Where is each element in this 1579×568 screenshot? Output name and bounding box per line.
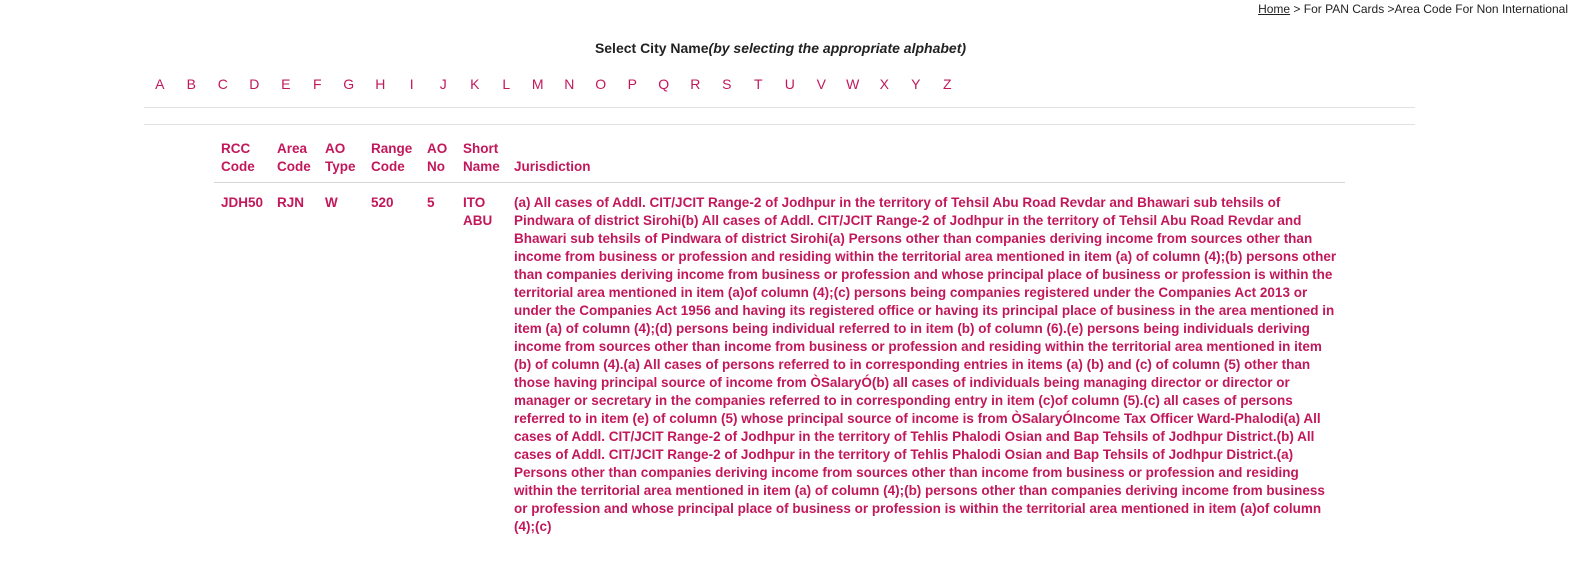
breadcrumb bbox=[1258, 2, 1568, 16]
select-city-title: Select City Name bbox=[594, 40, 709, 56]
alphabet-link-p[interactable]: P bbox=[627, 76, 637, 92]
alphabet-nav bbox=[144, 76, 963, 92]
divider-top bbox=[144, 107, 1415, 108]
alphabet-link-n[interactable]: N bbox=[564, 76, 575, 92]
alphabet-link-x[interactable]: X bbox=[879, 76, 889, 92]
alphabet-link-b[interactable]: B bbox=[186, 76, 196, 92]
alphabet-link-e[interactable]: E bbox=[281, 76, 291, 92]
divider-bottom bbox=[144, 124, 1415, 125]
alphabet-link-h[interactable]: H bbox=[375, 76, 386, 92]
alphabet-link-m[interactable]: M bbox=[531, 76, 544, 92]
breadcrumb-home-link[interactable]: Home bbox=[1258, 2, 1291, 16]
header-rcc-code: RCC Code bbox=[214, 140, 270, 183]
alphabet-link-v[interactable]: V bbox=[816, 76, 826, 92]
alphabet-link-k[interactable]: K bbox=[470, 76, 480, 92]
cell-rcc-code: JDH50 bbox=[221, 195, 264, 210]
table-header-row bbox=[214, 140, 1345, 183]
header-ao-type: AO Type bbox=[318, 140, 364, 183]
breadcrumb-trail: > For PAN Cards >Area Code For Non International bbox=[1290, 2, 1568, 16]
alphabet-link-z[interactable]: Z bbox=[942, 76, 952, 92]
alphabet-link-c[interactable]: C bbox=[217, 76, 228, 92]
alphabet-link-f[interactable]: F bbox=[312, 76, 322, 92]
alphabet-link-s[interactable]: S bbox=[722, 76, 732, 92]
header-area-code: Area Code bbox=[270, 140, 318, 183]
alphabet-link-r[interactable]: R bbox=[690, 76, 701, 92]
table-row bbox=[214, 183, 1345, 537]
alphabet-link-d[interactable]: D bbox=[249, 76, 260, 92]
alphabet-link-i[interactable]: I bbox=[409, 76, 414, 92]
select-city-heading bbox=[0, 40, 1561, 56]
header-ao-no: AO No bbox=[420, 140, 456, 183]
area-code-table bbox=[214, 140, 1345, 536]
alphabet-link-o[interactable]: O bbox=[595, 76, 607, 92]
alphabet-link-j[interactable]: J bbox=[439, 76, 447, 92]
alphabet-link-g[interactable]: G bbox=[343, 76, 355, 92]
select-city-hint: (by selecting the appropriate alphabet) bbox=[708, 40, 967, 56]
header-short-name: Short Name bbox=[456, 140, 507, 183]
cell-area-code: RJN bbox=[277, 195, 305, 210]
cell-ao-no: 5 bbox=[427, 195, 435, 210]
header-jurisdiction: Jurisdiction bbox=[507, 140, 1345, 183]
alphabet-link-q[interactable]: Q bbox=[658, 76, 670, 92]
cell-short-name: ITO ABU bbox=[463, 195, 493, 228]
alphabet-link-a[interactable]: A bbox=[155, 76, 165, 92]
alphabet-link-w[interactable]: W bbox=[846, 76, 860, 92]
alphabet-link-u[interactable]: U bbox=[784, 76, 795, 92]
cell-jurisdiction: (a) All cases of Addl. CIT/JCIT Range-2 of Jodhpur in the territory of Tehsil Abu Road Revdar and Bhawari sub tehsils of Pindwara of district Sirohi(b) All cases of Addl. CIT/JCIT Range-2 of Jodhpur in the territory of Tehsil Abu Road Revdar and Bhawari sub tehsils of Pindwara of district Sirohi(a) Persons other than companies deriving income from sources other than income from business or profession and residing within the territorial area mentioned in item (a) of column (4);(b) persons other than companies deriving income from business or profession and whose principal place of business or profession is within the territorial area mentioned in item (a)of column (4);(c) persons being companies registered under the Companies Act 2013 or under the Companies Act 1956 and having its registered office or having its principal place of business in the area mentioned in item (a) of column (4);(d) persons being individual referred to in item (b) of column (6).(e) persons being individuals deriving income from sources other than income from business or profession and residing within the territorial area mentioned in item (b) of column (4).(a) All cases of persons referred to in corresponding entries in items (a) (b) and (c) of column (5) other than those having principal source of income from ÒSalaryÓ(b) all cases of individuals being managing director or director or manager or secretary in the companies referred to in corresponding entry in item (c)of column (5).(c) all cases of persons referred to in item (e) of column (5) whose principal source of income is from ÒSalaryÓIncome Tax Officer Ward-Phalodi(a) All cases of Addl. CIT/JCIT Range-2 of Jodhpur in the territory of Tehlis Phalodi Osian and Bap Tehsils of Jodhpur District.(b) All cases of Addl. CIT/JCIT Range-2 of Jodhpur in the territory of Tehlis Phalodi Osian and Bap Tehsils of Jodhpur District.(a) Persons other than companies deriving income from sources other than income from business or profession and residing within the territorial area mentioned in item (a) of column (4);(b) persons other than companies deriving income from business or profession and whose principal place of business or profession is within the territorial area mentioned in item (a)of column (4);(c) bbox=[514, 195, 1337, 534]
header-range-code: Range Code bbox=[364, 140, 420, 183]
cell-range-code: 520 bbox=[371, 195, 394, 210]
cell-ao-type: W bbox=[325, 195, 338, 210]
alphabet-link-y[interactable]: Y bbox=[911, 76, 921, 92]
alphabet-link-t[interactable]: T bbox=[753, 76, 763, 92]
alphabet-link-l[interactable]: L bbox=[502, 76, 511, 92]
